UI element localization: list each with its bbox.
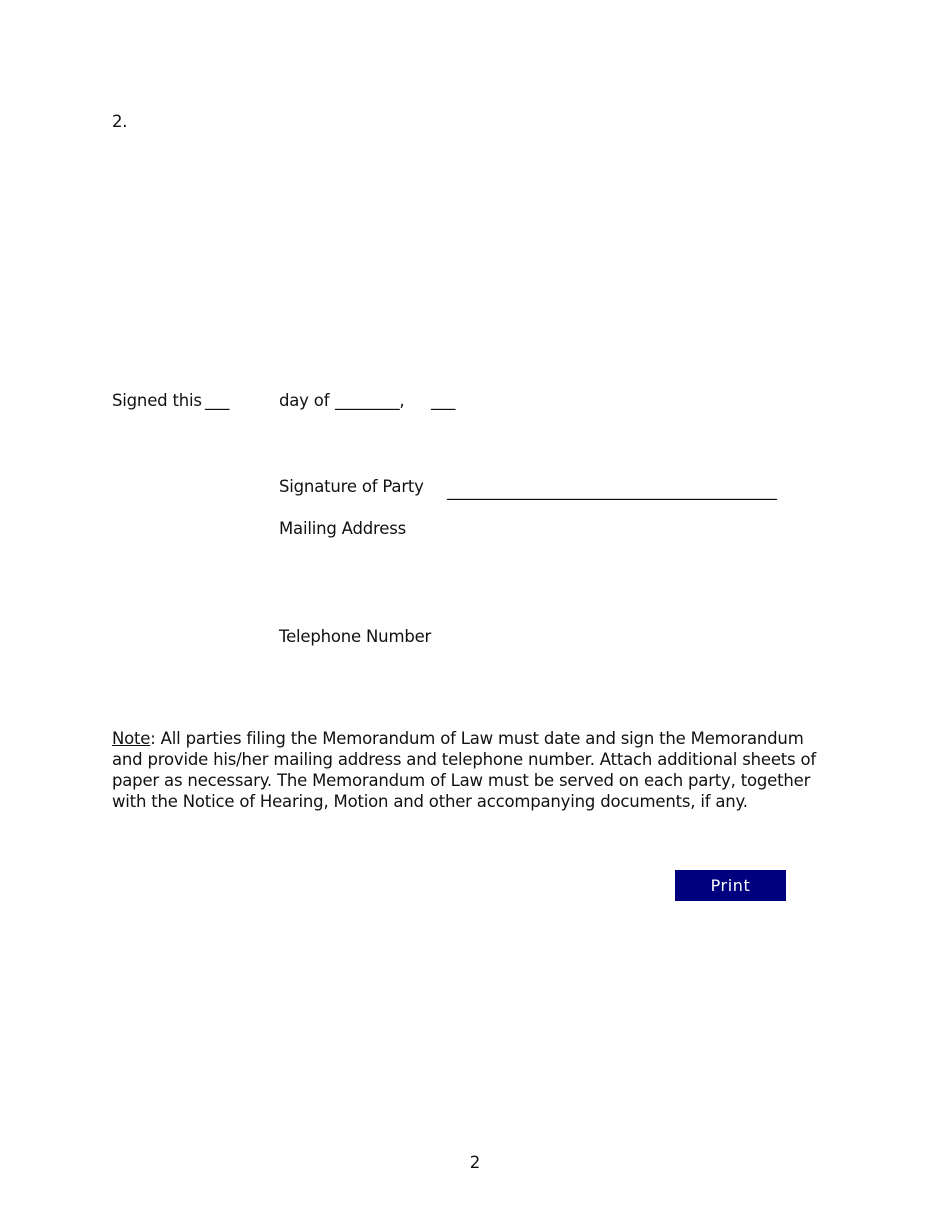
day-of-label: day of — [279, 391, 330, 410]
note-label: Note — [112, 728, 151, 748]
telephone-number-label: Telephone Number — [279, 627, 432, 646]
mailing-address-label: Mailing Address — [279, 519, 406, 538]
signature-line: ________________________________________ — [447, 481, 777, 500]
page-number: 2 — [469, 1153, 481, 1172]
note-paragraph — [112, 728, 832, 812]
section-number: 2. — [112, 112, 128, 131]
signed-this-label: Signed this — [112, 391, 202, 410]
signature-of-party-label: Signature of Party — [279, 477, 424, 496]
print-button[interactable]: Print — [675, 870, 786, 901]
day-blank: ___ — [205, 391, 230, 410]
month-blank: ________, — [335, 391, 405, 410]
year-blank: ___ — [431, 391, 456, 410]
note-text: : All parties filing the Memorandum of Law must date and sign the Memorandum and provide his/her mailing address and telephone number. Attach additional sheets of paper as necessary. The Memorandum of Law must be served on each party, together with the Notice of Hearing, Motion and other accompanying documents, if any. — [112, 728, 816, 811]
